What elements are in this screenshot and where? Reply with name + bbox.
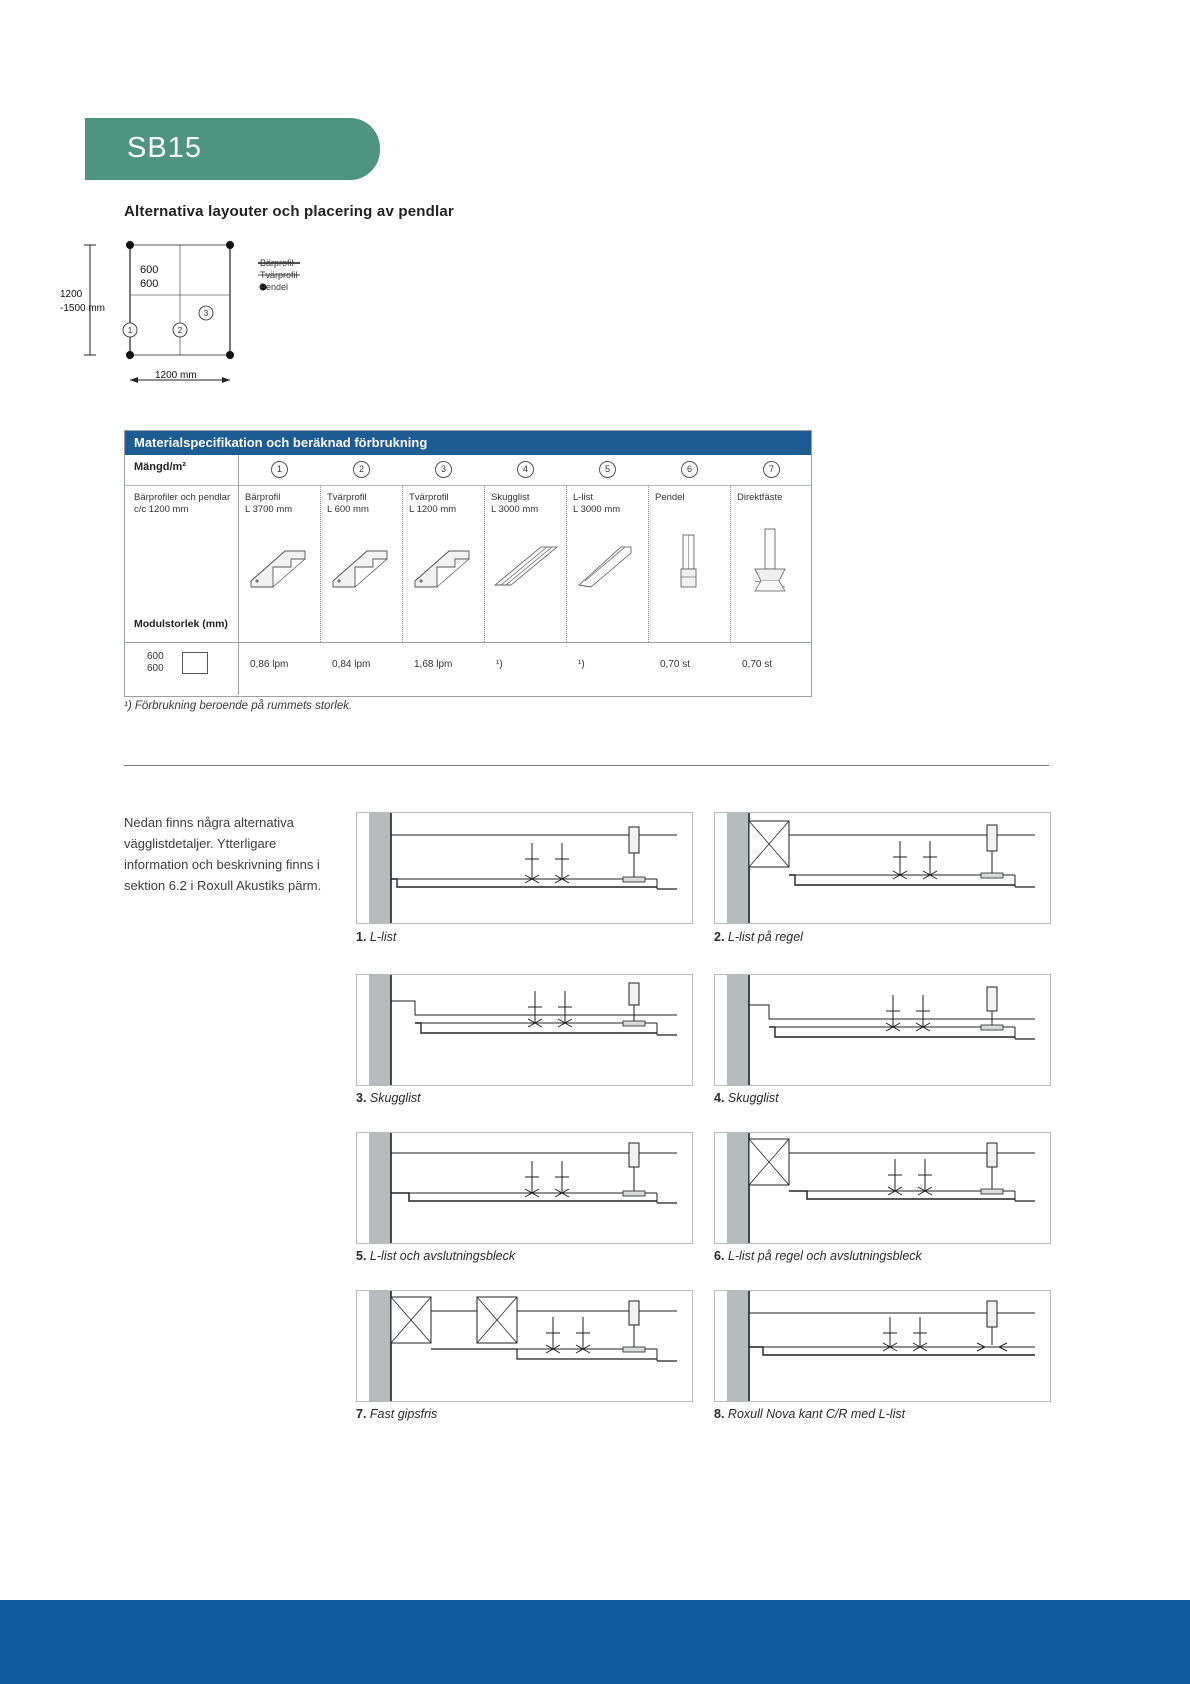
svg-text:1200: 1200 xyxy=(60,289,83,300)
detail-drawing-2 xyxy=(715,813,1050,923)
column-number-3: 3 xyxy=(435,461,452,478)
value-column-5: ¹) xyxy=(578,659,585,670)
column-length-1: L 3700 mm xyxy=(245,504,293,515)
row-head-label: Bärprofiler och pendlar c/c 1200 mm xyxy=(134,492,231,515)
module-size-label: Modulstorlek (mm) xyxy=(134,618,228,630)
quantity-label: Mängd/m² xyxy=(134,461,186,473)
detail-figure-5 xyxy=(356,1132,693,1244)
column-length-2: L 600 mm xyxy=(327,504,369,515)
figure-caption-2: 2. L-list på regel xyxy=(714,930,803,944)
l-list-pictogram xyxy=(571,535,645,595)
value-column-7: 0,70 st xyxy=(742,659,773,670)
value-column-6: 0,70 st xyxy=(660,659,691,670)
column-title-2: Tvärprofil xyxy=(327,492,367,503)
column-number-7: 7 xyxy=(763,461,780,478)
section-divider xyxy=(124,765,1049,766)
detail-figure-1 xyxy=(356,812,693,924)
column-title-5: L-list xyxy=(573,492,594,503)
profile-pictogram-3 xyxy=(407,535,481,595)
page-title: SB15 xyxy=(127,132,202,164)
layout-diagram-legend xyxy=(260,257,298,293)
detail-drawing-4 xyxy=(715,975,1050,1085)
svg-text:600: 600 xyxy=(140,278,159,290)
module-shape-icon xyxy=(182,652,208,674)
column-title-3: Tvärprofil xyxy=(409,492,449,503)
profile-pictogram-1 xyxy=(243,535,317,595)
detail-drawing-7 xyxy=(357,1291,692,1401)
value-column-4: ¹) xyxy=(496,659,503,670)
column-number-1: 1 xyxy=(271,461,288,478)
column-number-4: 4 xyxy=(517,461,534,478)
detail-drawing-8 xyxy=(715,1291,1050,1401)
svg-text:1: 1 xyxy=(127,326,133,335)
detail-drawing-6 xyxy=(715,1133,1050,1243)
detail-figure-3 xyxy=(356,974,693,1086)
svg-text:600: 600 xyxy=(140,264,159,276)
detail-figure-7 xyxy=(356,1290,693,1402)
figure-caption-1: 1. L-list xyxy=(356,930,397,944)
value-column-3: 1,68 lpm xyxy=(414,659,453,670)
figure-caption-4: 4. Skugglist xyxy=(714,1091,779,1105)
value-column-2: 0,84 lpm xyxy=(332,659,371,670)
material-specification-table xyxy=(124,430,812,697)
svg-text:-1500 mm: -1500 mm xyxy=(60,303,106,314)
column-title-6: Pendel xyxy=(655,492,685,503)
svg-text:3: 3 xyxy=(203,309,209,318)
detail-drawing-1 xyxy=(357,813,692,923)
column-title-1: Bärprofil xyxy=(245,492,281,503)
figure-caption-7: 7. Fast gipsfris xyxy=(356,1407,438,1421)
column-length-4: L 3000 mm xyxy=(491,504,539,515)
table-number-row xyxy=(125,455,811,486)
column-number-2: 2 xyxy=(353,461,370,478)
table-header-bar xyxy=(125,431,811,455)
figure-caption-5: 5. L-list och avslutningsbleck xyxy=(356,1249,516,1263)
value-column-1: 0,86 lpm xyxy=(250,659,289,670)
layout-diagram xyxy=(60,235,490,395)
legend-item-barprofil: Bärprofil xyxy=(260,258,294,268)
direktfaste-pictogram xyxy=(735,525,809,599)
svg-text:1200 mm: 1200 mm xyxy=(155,370,197,381)
column-title-7: Direktfäste xyxy=(737,492,783,503)
section-heading: Alternativa layouter och placering av pendlar xyxy=(124,203,454,220)
detail-figure-2 xyxy=(714,812,1051,924)
page-title-tab xyxy=(85,118,380,180)
column-number-6: 6 xyxy=(681,461,698,478)
table-title: Materialspecifikation och beräknad förbrukning xyxy=(134,435,428,450)
figure-caption-6: 6. L-list på regel och avslutningsbleck xyxy=(714,1249,922,1263)
table-footnote: ¹) Förbrukning beroende på rummets storlek. xyxy=(124,700,353,712)
detail-figure-8 xyxy=(714,1290,1051,1402)
column-number-5: 5 xyxy=(599,461,616,478)
legend-item-tvarprofil: Tvärprofil xyxy=(260,270,298,280)
pendel-pictogram xyxy=(653,529,727,597)
column-title-4: Skugglist xyxy=(491,492,530,503)
module-size-value: 600 600 xyxy=(147,651,164,674)
detail-figure-4 xyxy=(714,974,1051,1086)
detail-drawing-3 xyxy=(357,975,692,1085)
intro-paragraph: Nedan finns några alternativa vägglistdetaljer. Ytterligare information och beskrivning finns i sektion 6.2 i Roxull Akustiks pärm. xyxy=(124,815,322,893)
table-footer-row xyxy=(125,642,811,696)
svg-text:2: 2 xyxy=(177,326,183,335)
profile-pictogram-2 xyxy=(325,535,399,595)
footer-bar xyxy=(0,1600,1190,1684)
column-length-5: L 3000 mm xyxy=(573,504,621,515)
skugglist-pictogram xyxy=(489,535,563,595)
legend-item-pendel: Pendel xyxy=(260,282,289,292)
column-length-3: L 1200 mm xyxy=(409,504,457,515)
detail-figure-6 xyxy=(714,1132,1051,1244)
figure-caption-3: 3. Skugglist xyxy=(356,1091,421,1105)
figure-caption-8: 8. Roxull Nova kant C/R med L-list xyxy=(714,1407,906,1421)
table-body xyxy=(125,485,811,642)
detail-drawing-5 xyxy=(357,1133,692,1243)
